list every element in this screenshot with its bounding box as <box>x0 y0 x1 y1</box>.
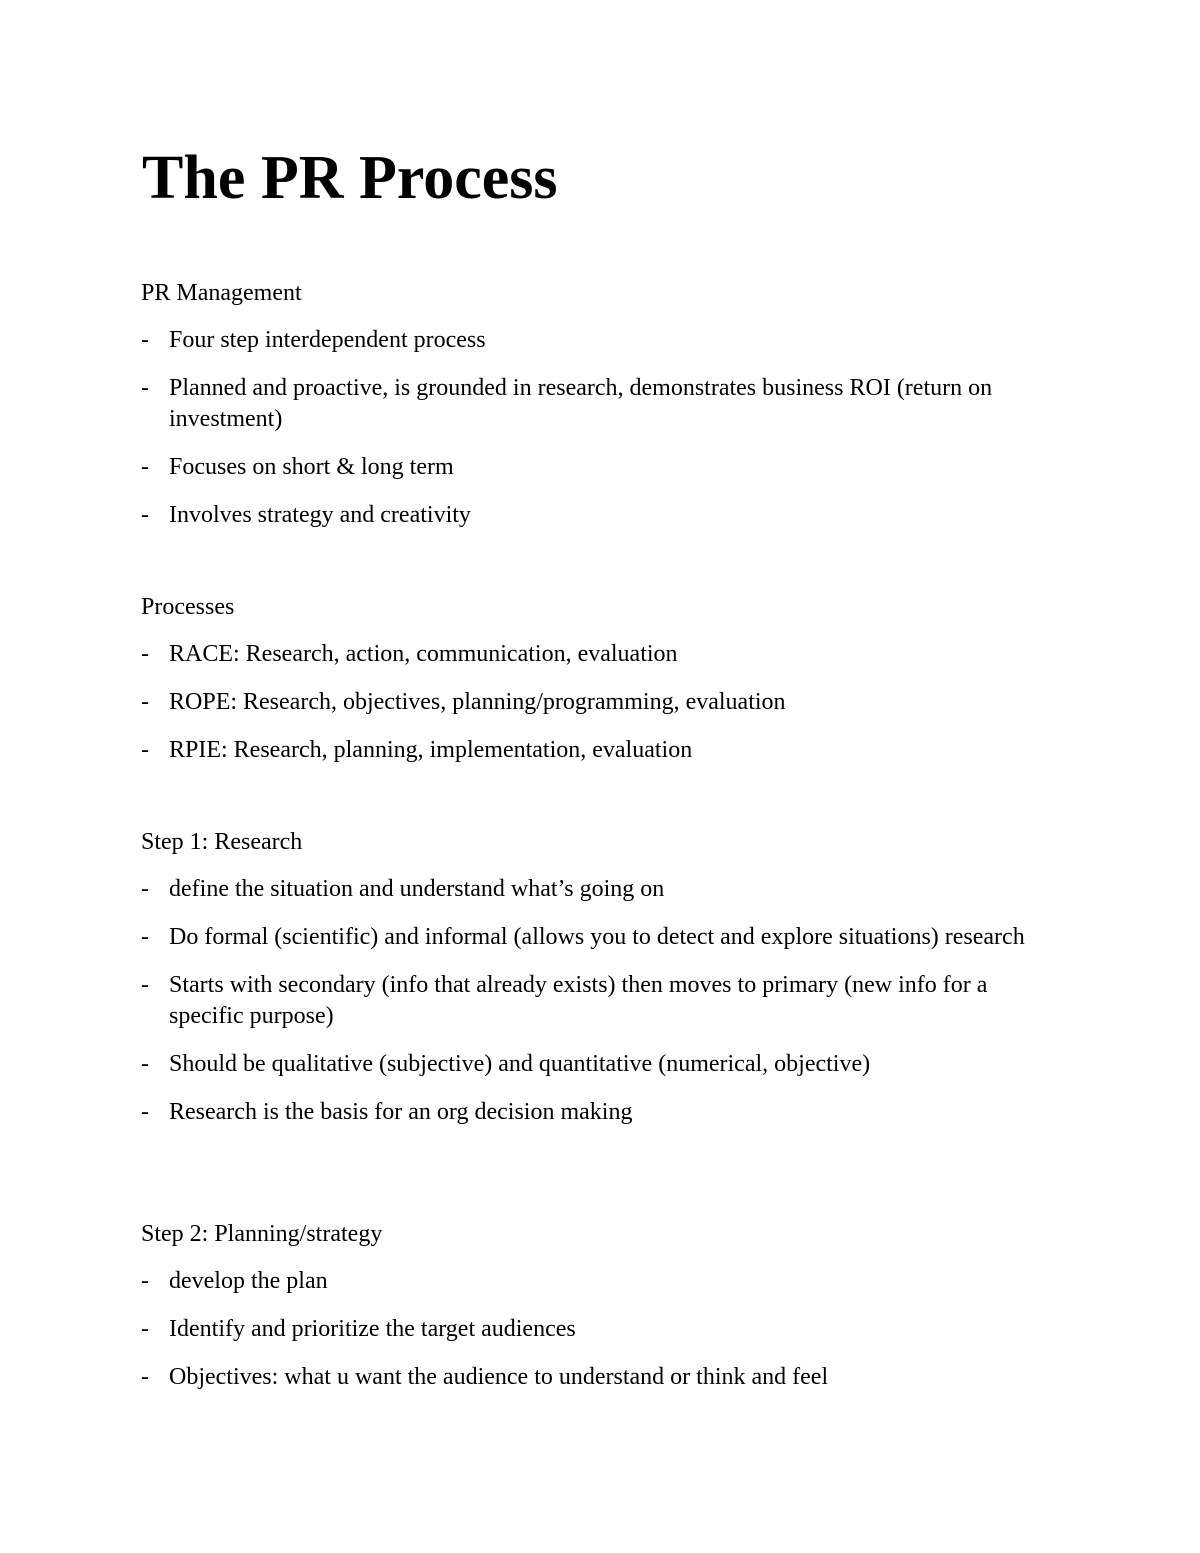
list-item <box>141 735 1061 766</box>
list-item <box>141 1097 1061 1128</box>
list-item <box>141 687 1061 718</box>
dash-bullet-icon: - <box>141 689 149 715</box>
section-heading: Step 1: Research <box>141 829 303 855</box>
section-heading: PR Management <box>141 280 302 306</box>
list-item <box>141 373 1061 435</box>
list-item <box>141 325 1061 356</box>
section-step-2-planning <box>141 1219 1061 1393</box>
dash-bullet-icon: - <box>141 1364 149 1390</box>
list-item-text: Identify and prioritize the target audiences <box>169 1316 576 1342</box>
dash-bullet-icon: - <box>141 1051 149 1077</box>
dash-bullet-icon: - <box>141 1268 149 1294</box>
list-item <box>141 1362 1061 1393</box>
list-item-text: develop the plan <box>169 1268 328 1294</box>
list-item <box>141 639 1061 670</box>
dash-bullet-icon: - <box>141 375 149 401</box>
dash-bullet-icon: - <box>141 972 149 998</box>
list-item-text: Four step interdependent process <box>169 327 486 353</box>
list-item-text: Focuses on short & long term <box>169 454 454 480</box>
section-processes <box>141 592 1061 766</box>
list-item-text: Do formal (scientific) and informal (allows you to detect and explore situations) research <box>169 924 1025 950</box>
section-heading: Step 2: Planning/strategy <box>141 1221 383 1247</box>
section-step-1-research <box>141 827 1061 1128</box>
bullet-list <box>141 1266 1061 1393</box>
bullet-list <box>141 325 1061 531</box>
dash-bullet-icon: - <box>141 327 149 353</box>
dash-bullet-icon: - <box>141 876 149 902</box>
list-item-text: Research is the basis for an org decision making <box>169 1099 633 1125</box>
bullet-list <box>141 639 1061 766</box>
list-item <box>141 452 1061 483</box>
dash-bullet-icon: - <box>141 924 149 950</box>
dash-bullet-icon: - <box>141 1099 149 1125</box>
list-item-text: Objectives: what u want the audience to understand or think and feel <box>169 1364 829 1390</box>
section-pr-management <box>141 278 1061 531</box>
list-item-text: Should be qualitative (subjective) and quantitative (numerical, objective) <box>169 1051 871 1077</box>
list-item-text: RPIE: Research, planning, implementation, evaluation <box>169 737 693 763</box>
document-title: The PR Process <box>142 144 558 212</box>
list-item <box>141 1049 1061 1080</box>
list-item <box>141 1266 1061 1297</box>
bullet-list <box>141 874 1061 1128</box>
dash-bullet-icon: - <box>141 502 149 528</box>
list-item <box>141 500 1061 531</box>
dash-bullet-icon: - <box>141 454 149 480</box>
list-item <box>141 970 1061 1032</box>
list-item <box>141 1314 1061 1345</box>
list-item-text: Involves strategy and creativity <box>169 502 471 528</box>
list-item-text: RACE: Research, action, communication, evaluation <box>169 641 678 667</box>
dash-bullet-icon: - <box>141 1316 149 1342</box>
section-heading: Processes <box>141 594 235 620</box>
list-item <box>141 874 1061 905</box>
list-item <box>141 922 1061 953</box>
dash-bullet-icon: - <box>141 641 149 667</box>
list-item-text: ROPE: Research, objectives, planning/programming, evaluation <box>169 689 786 715</box>
dash-bullet-icon: - <box>141 737 149 763</box>
list-item-text: Starts with secondary (info that already exists) then moves to primary (new info for a specific purpose) <box>169 972 988 1029</box>
list-item-text: Planned and proactive, is grounded in research, demonstrates business ROI (return on investment) <box>169 375 993 432</box>
list-item-text: define the situation and understand what’s going on <box>169 876 665 902</box>
